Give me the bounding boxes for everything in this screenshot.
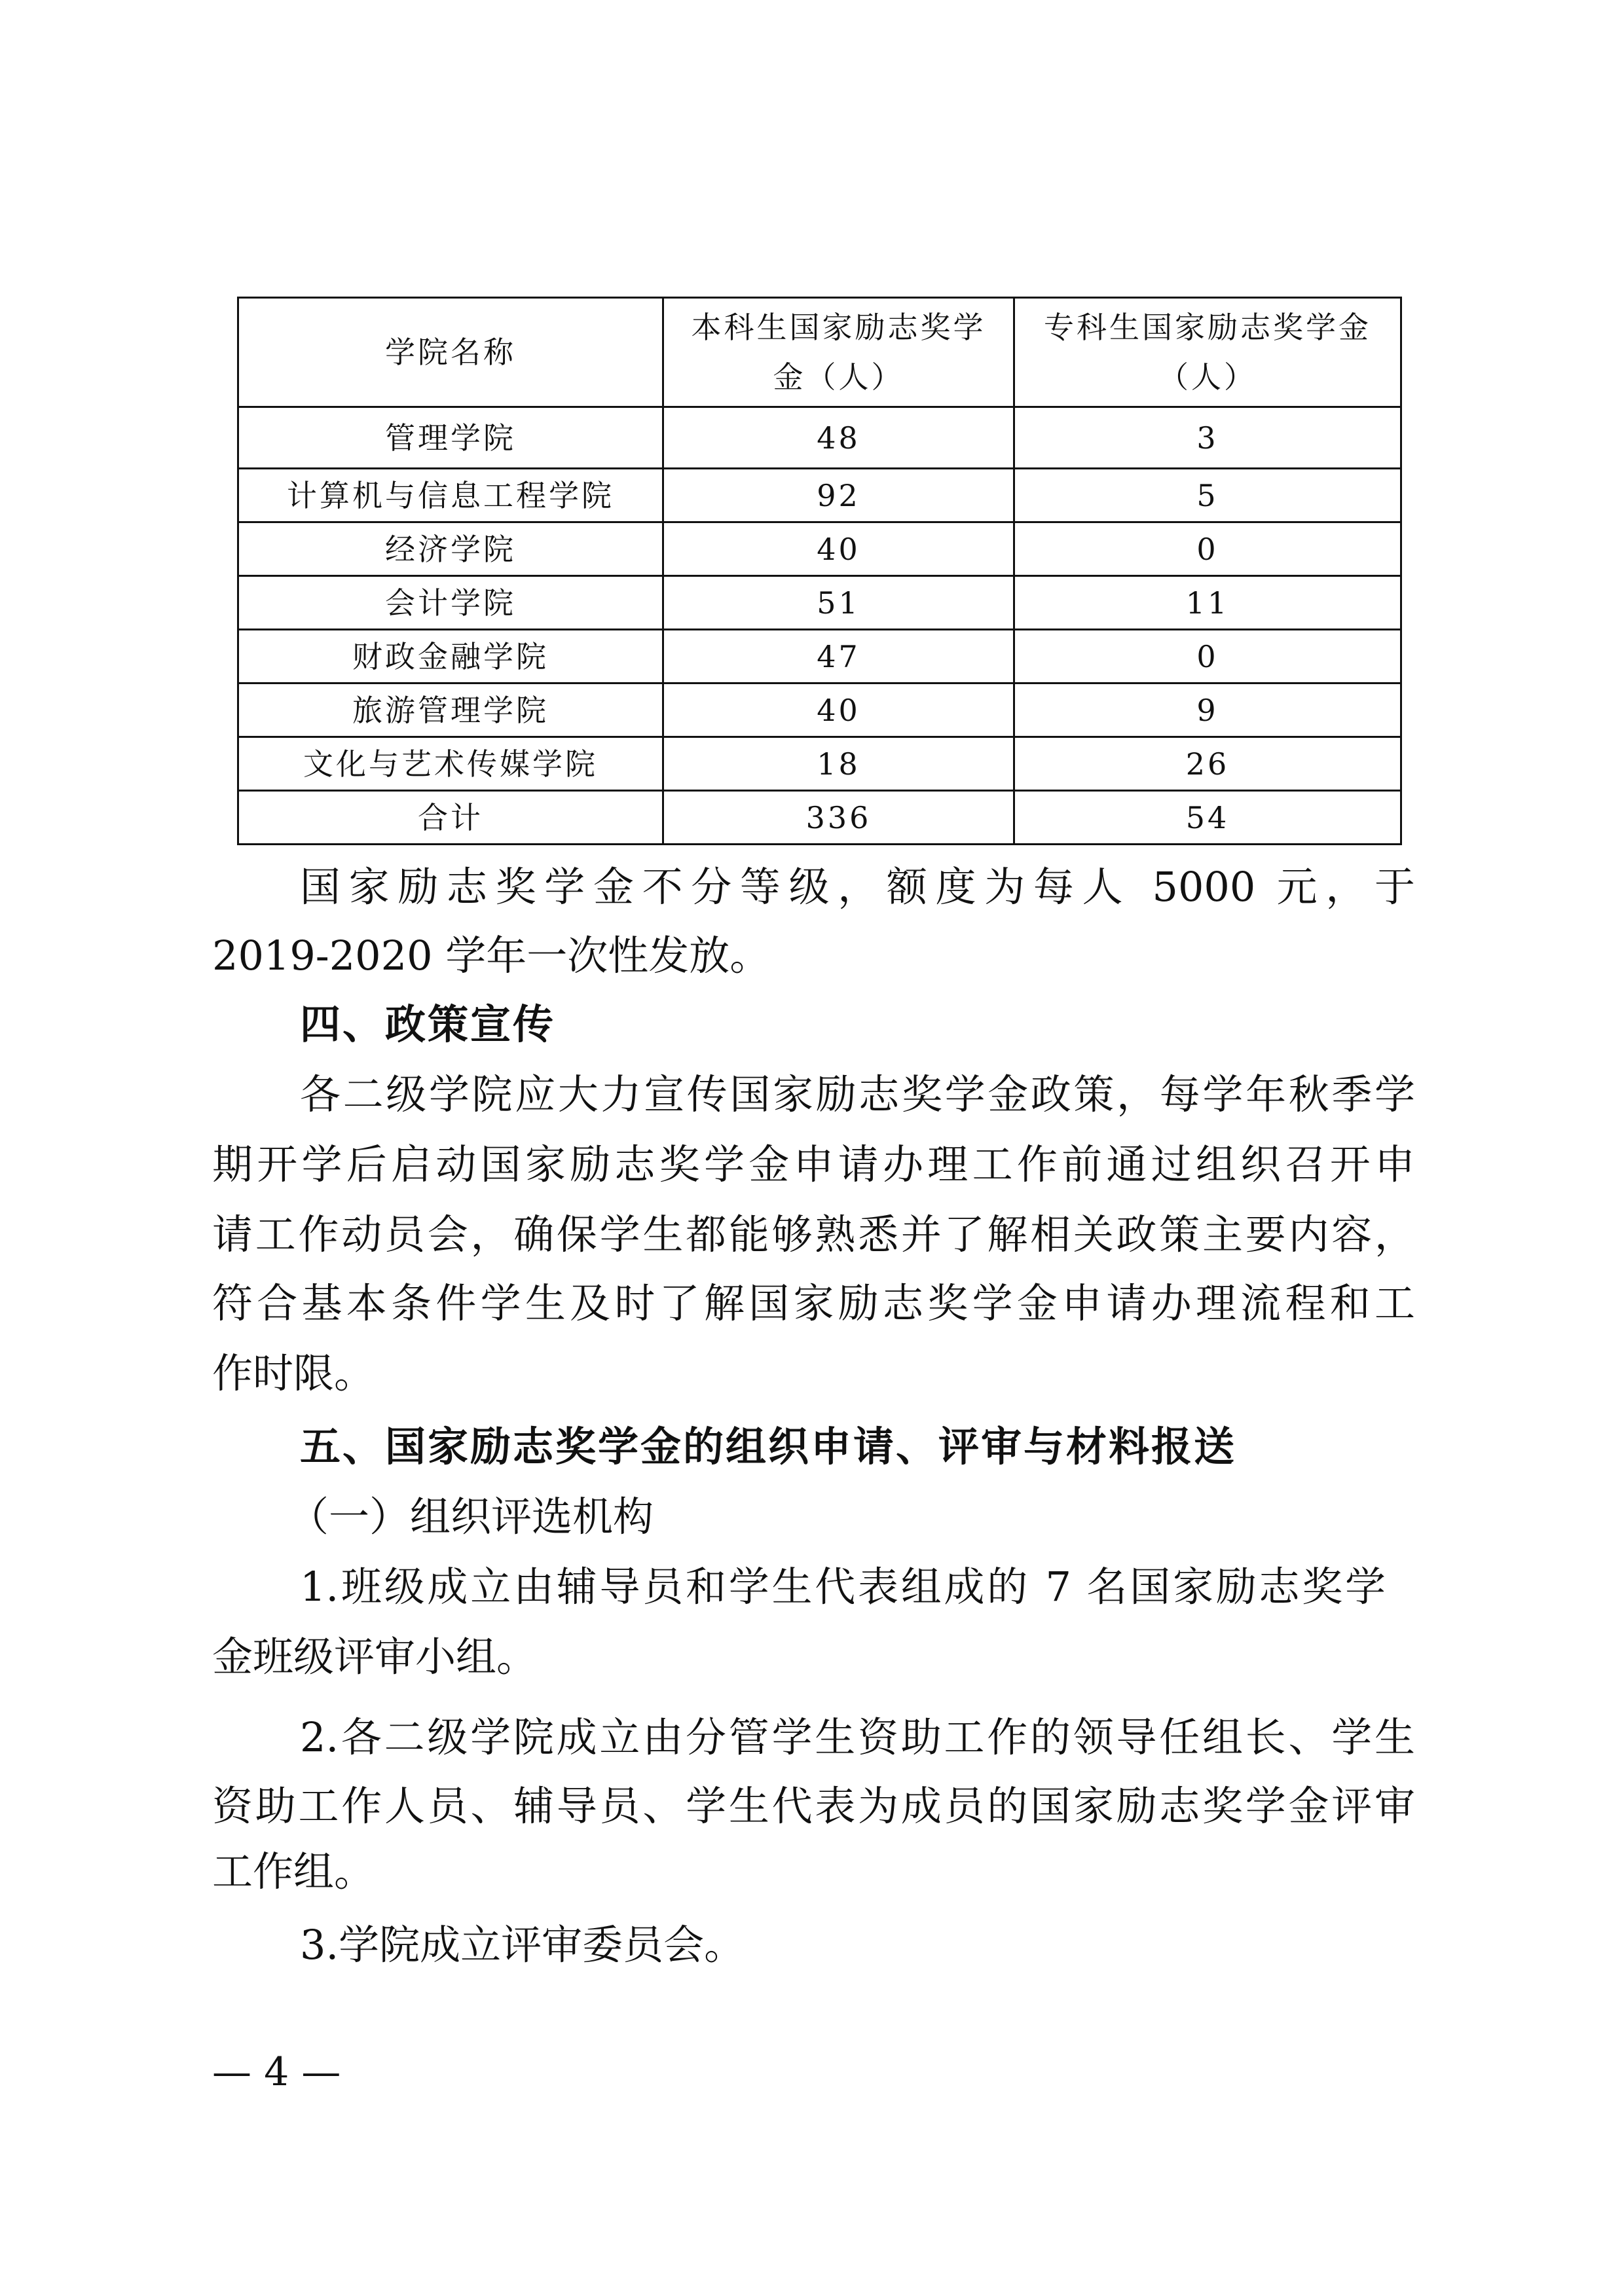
table-cell-undergraduate: 40 [663,522,1014,576]
body-text-line: 符合基本条件学生及时了解国家励志奖学金申请办理流程和工 [212,1279,1415,1327]
body-text-line: 国家励志奖学金不分等级，额度为每人 5000 元，于 [300,863,1415,911]
subsection-heading: （一）组织评选机构 [288,1493,654,1540]
table-total-row [238,791,1401,845]
table-cell-junior-college: 9 [1014,683,1401,737]
table-cell-undergraduate: 92 [663,469,1014,522]
header-line: 专科生国家励志奖学金 [1044,310,1371,345]
table-cell-junior-college: 26 [1014,737,1401,791]
table-cell-college: 经济学院 [238,522,663,576]
body-text-line: 1.班级成立由辅导员和学生代表组成的 7 名国家励志奖学 [300,1563,1386,1611]
table-cell-junior-college: 5 [1014,469,1401,522]
header-junior-college-count [1014,298,1401,407]
header-undergraduate-count [663,298,1014,407]
section-heading: 四、政策宣传 [300,1000,556,1048]
header-college-name [238,298,663,407]
body-text-line: 2019-2020 学年一次性发放。 [212,932,771,979]
table-row [238,737,1401,791]
table-cell-college: 旅游管理学院 [238,683,663,737]
header-line: （人） [1158,359,1257,395]
table-row [238,522,1401,576]
table-row [238,683,1401,737]
section-heading: 五、国家励志奖学金的组织申请、评审与材料报送 [300,1423,1237,1470]
body-text-line: 2.各二级学院成立由分管学生资助工作的领导任组长、学生 [300,1713,1415,1761]
table-row [238,630,1401,683]
table-cell-college: 计算机与信息工程学院 [238,469,663,522]
table-cell-undergraduate: 51 [663,576,1014,630]
scholarship-quota-table [237,297,1402,845]
table-cell-undergraduate: 40 [663,683,1014,737]
header-line: 本科生国家励志奖学 [691,310,986,345]
table-cell-undergraduate: 47 [663,630,1014,683]
body-text-line: 请工作动员会，确保学生都能够熟悉并了解相关政策主要内容， [212,1211,1415,1258]
body-text-line: 工作组。 [212,1848,375,1895]
body-text-line: 资助工作人员、辅导员、学生代表为成员的国家励志奖学金评审 [212,1782,1415,1830]
table-row [238,469,1401,522]
table-cell-total-label: 合计 [238,791,663,845]
table-cell-college: 文化与艺术传媒学院 [238,737,663,791]
header-line: 学院名称 [385,335,516,370]
header-line: 金（人） [773,359,904,395]
table-cell-junior-college: 3 [1014,407,1401,469]
body-text-line: 作时限。 [212,1349,375,1397]
table-cell-college: 会计学院 [238,576,663,630]
table-cell-junior-college: 0 [1014,630,1401,683]
table-cell-undergraduate: 48 [663,407,1014,469]
table-row [238,407,1401,469]
table-row [238,576,1401,630]
body-text-line: 各二级学院应大力宣传国家励志奖学金政策，每学年秋季学 [300,1070,1415,1118]
body-text-line: 3.学院成立评审委员会。 [300,1921,745,1969]
table-cell-college: 财政金融学院 [238,630,663,683]
table-cell-total-undergraduate: 336 [663,791,1014,845]
body-text-line: 期开学后启动国家励志奖学金申请办理工作前通过组织召开申 [212,1140,1415,1188]
table-cell-undergraduate: 18 [663,737,1014,791]
body-text-line: 金班级评审小组。 [212,1633,538,1681]
table-cell-total-junior-college: 54 [1014,791,1401,845]
table-cell-junior-college: 0 [1014,522,1401,576]
table-header-row [238,298,1401,407]
page-number: — 4 — [212,2049,341,2095]
table-cell-junior-college: 11 [1014,576,1401,630]
table-cell-college: 管理学院 [238,407,663,469]
